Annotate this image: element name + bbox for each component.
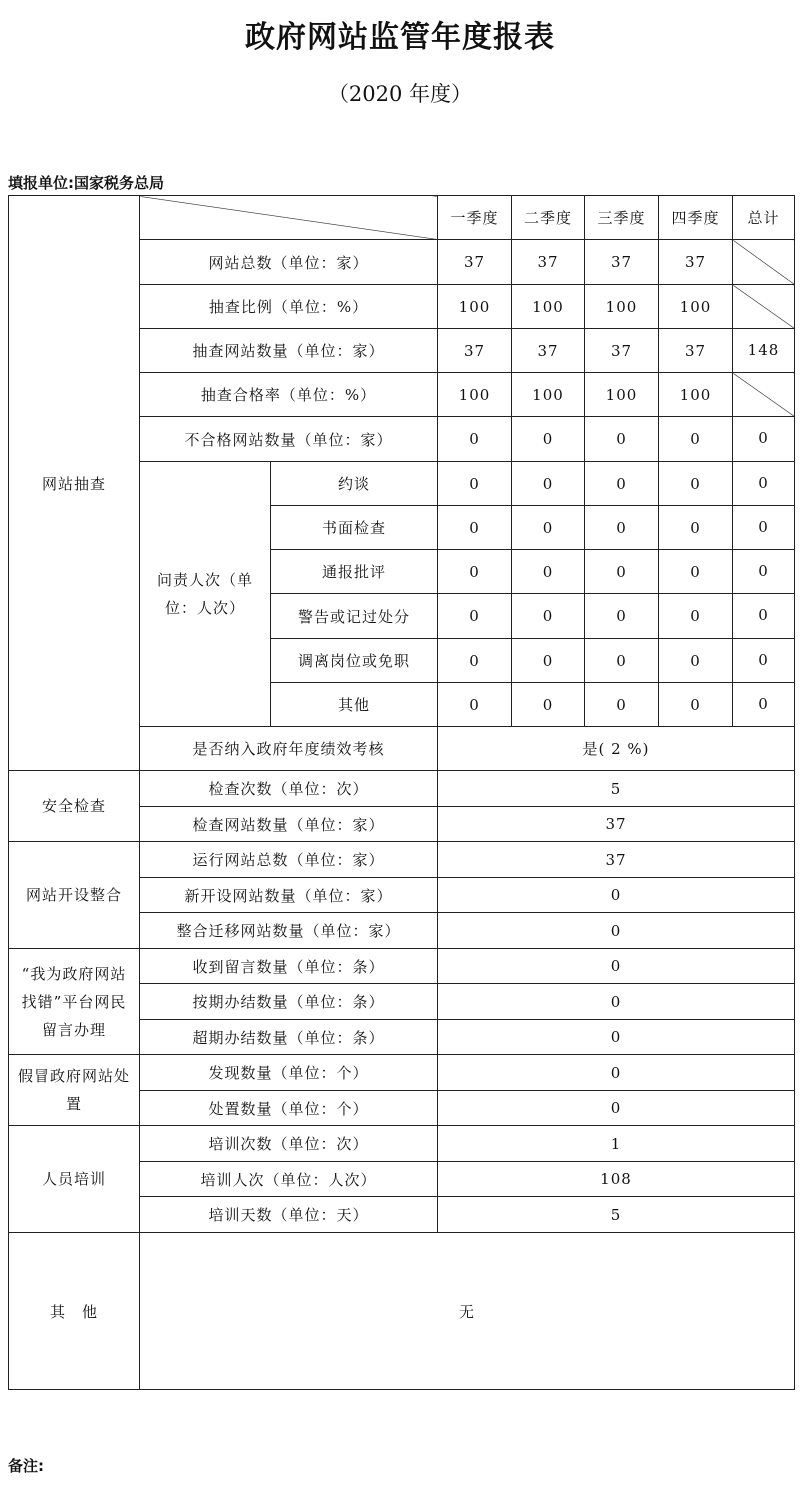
cell-total-empty [733,285,795,329]
cell-value: 0 [585,594,659,639]
row-label: 抽查合格率（单位：%） [140,373,438,417]
row-label: 通报批评 [271,550,438,594]
cell-value: 108 [438,1162,795,1197]
cell-value: 100 [585,285,659,329]
cell-value: 100 [512,285,585,329]
cell-value: 0 [585,462,659,506]
header-q1: 一季度 [438,196,512,240]
row-label: 不合格网站数量（单位：家） [140,417,438,462]
cell-value: 0 [438,913,795,949]
cell-value: 5 [438,1197,795,1233]
cell-total: 0 [733,639,795,683]
row-label: 抽查比例（单位：%） [140,285,438,329]
cell-total: 0 [733,594,795,639]
cell-value: 0 [512,417,585,462]
cell-total: 0 [733,462,795,506]
header-q3: 三季度 [585,196,659,240]
cell-value: 0 [585,506,659,550]
cell-value: 37 [438,807,795,842]
cell-value: 37 [659,329,733,373]
row-label: 培训次数（单位：次） [140,1126,438,1162]
row-label: 抽查网站数量（单位：家） [140,329,438,373]
section-error-reporting: “我为政府网站找错”平台网民留言办理 [9,949,140,1055]
cell-value: 37 [438,240,512,285]
cell-value: 0 [512,550,585,594]
cell-value: 100 [512,373,585,417]
cell-value: 0 [585,683,659,727]
cell-value: 0 [438,506,512,550]
cell-value: 100 [585,373,659,417]
cell-value: 37 [512,329,585,373]
cell-value: 0 [659,639,733,683]
header-q2: 二季度 [512,196,585,240]
cell-value: 0 [659,550,733,594]
cell-value: 37 [438,842,795,878]
section-website-integration: 网站开设整合 [9,842,140,949]
cell-value: 0 [659,462,733,506]
row-label: 检查次数（单位：次） [140,771,438,807]
section-staff-training: 人员培训 [9,1126,140,1233]
table-row [9,1126,795,1162]
cell-total: 0 [733,550,795,594]
cell-value: 37 [659,240,733,285]
row-label: 整合迁移网站数量（单位：家） [140,913,438,949]
row-label: 处置数量（单位：个） [140,1091,438,1126]
cell-value: 1 [438,1126,795,1162]
section-website-check: 网站抽查 [9,196,140,771]
header-diagonal-cell [140,196,438,240]
cell-value: 0 [438,639,512,683]
header-q4: 四季度 [659,196,733,240]
table-row [9,842,795,878]
cell-value: 0 [512,639,585,683]
accountability-label: 问责人次（单位：人次） [140,462,271,727]
cell-value: 37 [512,240,585,285]
cell-value: 100 [659,285,733,329]
cell-value: 0 [659,417,733,462]
section-fake-sites: 假冒政府网站处置 [9,1055,140,1126]
table-row [9,949,795,984]
cell-value: 100 [438,373,512,417]
row-label: 收到留言数量（单位：条） [140,949,438,984]
cell-total: 148 [733,329,795,373]
row-label: 书面检查 [271,506,438,550]
cell-value: 0 [438,550,512,594]
cell-value: 0 [512,506,585,550]
cell-value: 0 [585,550,659,594]
cell-value: 0 [512,462,585,506]
row-label: 调离岗位或免职 [271,639,438,683]
cell-value: 0 [512,683,585,727]
row-label: 超期办结数量（单位：条） [140,1020,438,1055]
row-label: 其他 [271,683,438,727]
cell-total-empty [733,240,795,285]
report-table [8,195,795,1390]
report-year: （2020 年度） [327,82,473,106]
cell-value: 0 [659,683,733,727]
cell-value: 0 [659,506,733,550]
row-label: 培训人次（单位：人次） [140,1162,438,1197]
cell-value: 0 [585,417,659,462]
row-label: 检查网站数量（单位：家） [140,807,438,842]
page-title: 政府网站监管年度报表 [245,20,555,55]
section-security-check: 安全检查 [9,771,140,842]
cell-value: 0 [438,949,795,984]
cell-value: 100 [659,373,733,417]
cell-value: 100 [438,285,512,329]
section-other: 其 他 [9,1233,140,1390]
cell-value: 0 [438,594,512,639]
cell-value: 0 [659,594,733,639]
table-row [9,1233,795,1390]
cell-total-empty [733,373,795,417]
cell-value: 0 [585,639,659,683]
performance-value: 是( 2 %) [438,727,795,771]
table-row [9,1055,795,1091]
cell-value: 5 [438,771,795,807]
cell-value: 0 [438,1055,795,1091]
cell-value: 0 [438,683,512,727]
row-label: 发现数量（单位：个） [140,1055,438,1091]
cell-total: 0 [733,506,795,550]
row-label: 按期办结数量（单位：条） [140,984,438,1020]
other-value: 无 [140,1233,795,1390]
row-label: 培训天数（单位：天） [140,1197,438,1233]
row-label: 运行网站总数（单位：家） [140,842,438,878]
cell-value: 0 [438,417,512,462]
cell-value: 0 [512,594,585,639]
row-label: 约谈 [271,462,438,506]
cell-value: 0 [438,1020,795,1055]
cell-value: 37 [585,240,659,285]
header-row [9,196,795,240]
cell-total: 0 [733,417,795,462]
cell-value: 0 [438,462,512,506]
remarks-label: 备注: [8,1457,44,1475]
table-row [9,771,795,807]
cell-value: 0 [438,984,795,1020]
cell-total: 0 [733,683,795,727]
row-label: 新开设网站数量（单位：家） [140,878,438,913]
reporting-unit: 填报单位:国家税务总局 [8,174,164,192]
cell-value: 0 [438,878,795,913]
cell-value: 37 [438,329,512,373]
header-total: 总计 [733,196,795,240]
row-label: 警告或记过处分 [271,594,438,639]
cell-value: 37 [585,329,659,373]
row-label: 网站总数（单位：家） [140,240,438,285]
row-label: 是否纳入政府年度绩效考核 [140,727,438,771]
cell-value: 0 [438,1091,795,1126]
